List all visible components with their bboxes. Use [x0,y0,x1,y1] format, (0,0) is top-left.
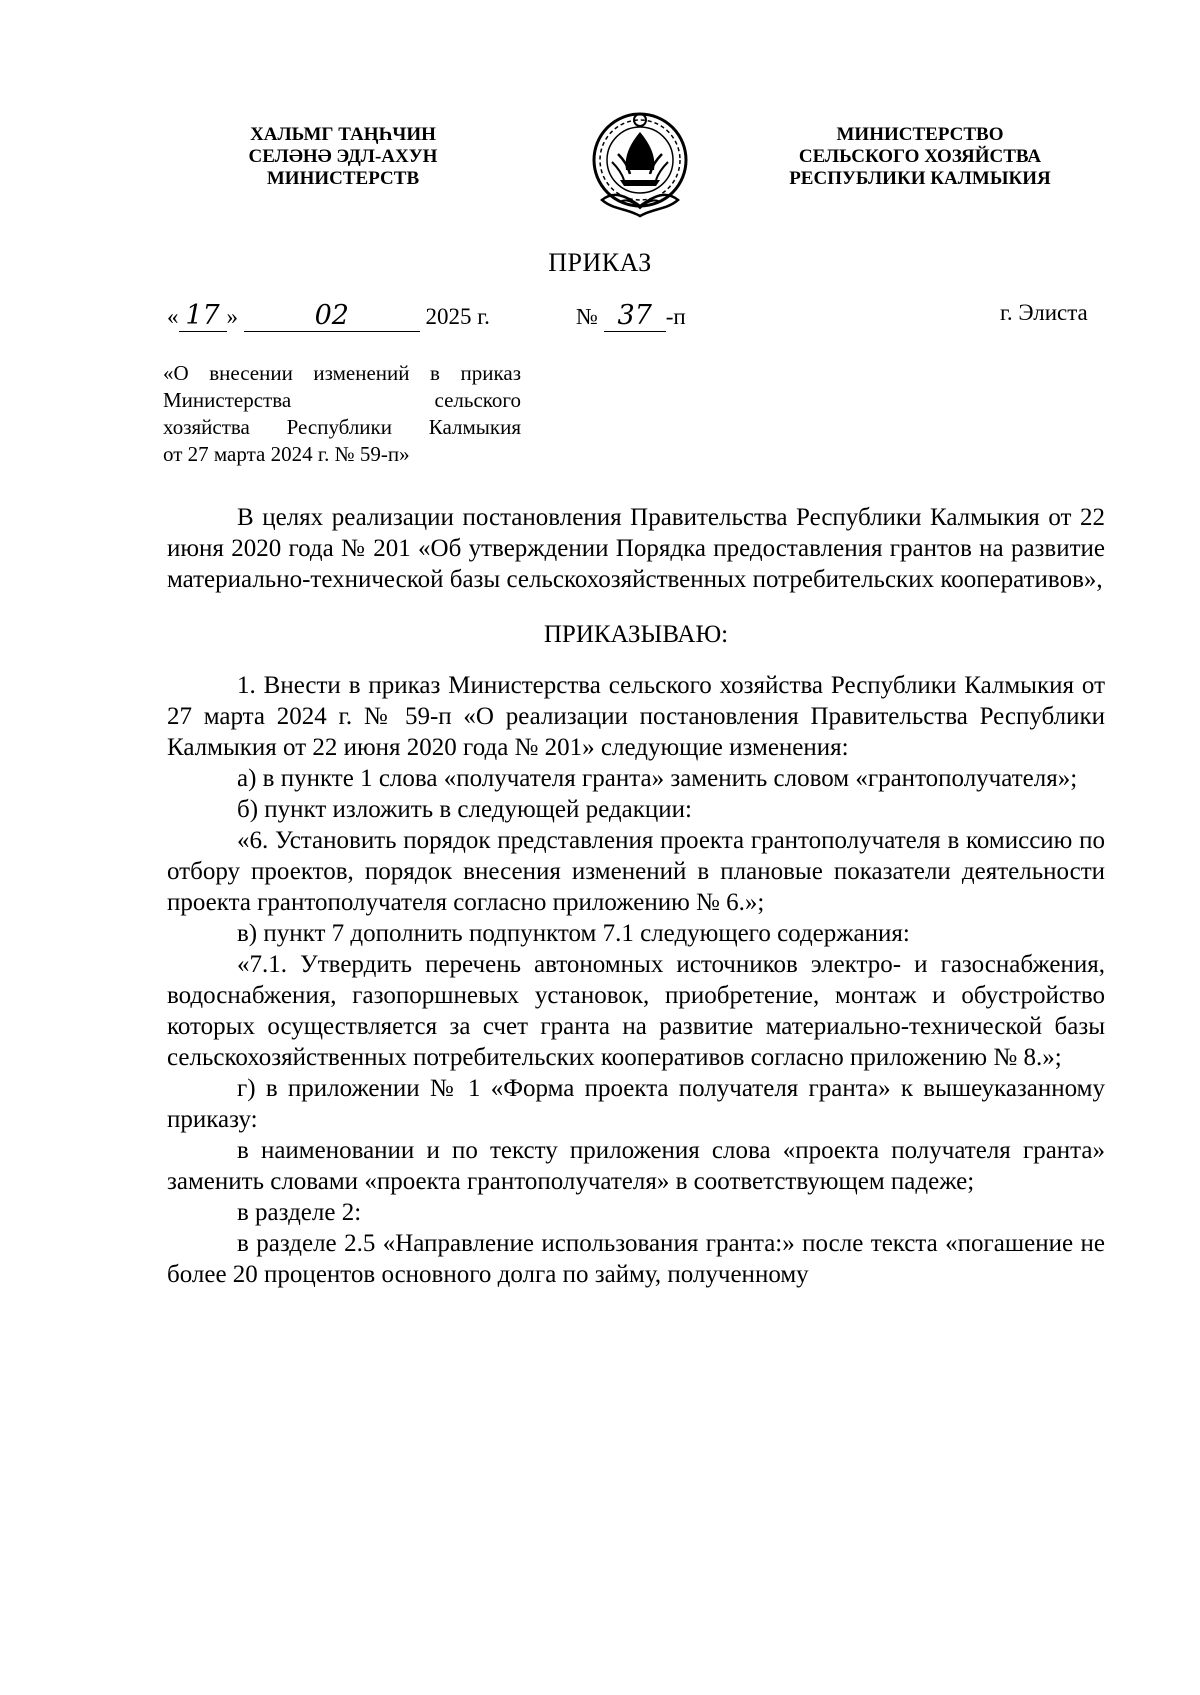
order-number-value: 37 [604,300,666,332]
order-number [576,300,686,332]
order-subject-line: от 27 марта 2024 г. № 59-п» [163,442,410,466]
order-date: « 17 » 02 2025 г. [167,300,490,331]
order-subject-line: «О внесении изменений в приказ [163,361,521,385]
order-city: г. Элиста [1000,300,1088,325]
ministry-name-russian-line: РЕСПУБЛИКИ КАЛМЫКИЯ [789,168,1051,189]
order-month: 02 [314,300,349,331]
body-paragraph: 1. Внести в приказ Министерства сельского хозяйства Республики Калмыкия от 27 марта 2024 г. № 59-п «О реализации постановления Правительства Республики Калмыкия от 22 июня 2020 года № 201» следующие изменения: [167,672,1105,761]
coat-of-arms-emblem-icon [580,104,700,224]
body-paragraph: «7.1. Утвердить перечень автономных источников электро- и газоснабжения, водоснабжения, газопоршневых установок, приобретение, монтаж и обустройство которых осуществляется за счет гранта на развитие материально-технической базы сельскохозяйственных потребительских кооперативов согласно приложению № 8.»; [167,951,1105,1071]
document-title: ПРИКАЗ [548,248,652,277]
body-paragraph: в разделе 2.5 «Направление использования гранта:» после текста «погашение не более 20 процентов основного долга по займу, полученному [167,1230,1105,1288]
ministry-name-russian-line: СЕЛЬСКОГО ХОЗЯЙСТВА [798,146,1042,167]
ministry-name-kalmyk-line: СЕЛӘНӘ ЭДЛ-АХУН [248,146,438,167]
body-paragraph: в) пункт 7 дополнить подпунктом 7.1 следующего содержания: [237,920,910,947]
order-day: 17 [185,300,220,331]
document-body [167,502,1105,1290]
order-number-suffix: -п [665,304,686,329]
body-paragraph: в наименовании и по тексту приложения слова «проекта получателя гранта» заменить словами «проекта грантополучателя» в соответствующем падеже; [167,1137,1105,1195]
order-number-label: № [576,304,598,329]
order-year: 2025 г. [425,304,490,329]
body-paragraph: б) пункт изложить в следующей редакции: [237,796,692,823]
order-subject-line: хозяйства Республики Калмыкия [163,415,521,439]
body-paragraph: в разделе 2: [237,1199,362,1226]
ministry-name-kalmyk-line: МИНИСТЕРСТВ [266,168,420,189]
order-word-heading: ПРИКАЗЫВАЮ: [543,621,729,648]
ministry-name-russian-line: МИНИСТЕРСТВО [836,124,1004,145]
body-paragraph: г) в приложении № 1 «Форма проекта получателя гранта» к вышеуказанному приказу: [167,1075,1105,1133]
ministry-name-russian [770,124,1070,190]
preamble-paragraph: В целях реализации постановления Правительства Республики Калмыкия от 22 июня 2020 года № 201 «Об утверждении Порядка предоставления грантов на развитие материально-технической базы сельскохозяйственных потребительских кооперативов», [167,504,1105,593]
body-paragraph: а) в пункте 1 слова «получателя гранта» заменить словом «грантополучателя»; [237,765,1078,792]
ministry-name-kalmyk [228,124,458,190]
ministry-name-kalmyk-line: ХАЛЬМГ ТАҢҺЧИН [250,124,436,145]
order-subject [163,360,521,468]
order-subject-line: Министерства сельского [163,388,521,412]
body-paragraph: «6. Установить порядок представления проекта грантополучателя в комиссию по отбору проектов, порядок внесения изменений в плановые показатели деятельности проекта грантополучателя согласно приложению № 6.»; [167,827,1105,916]
